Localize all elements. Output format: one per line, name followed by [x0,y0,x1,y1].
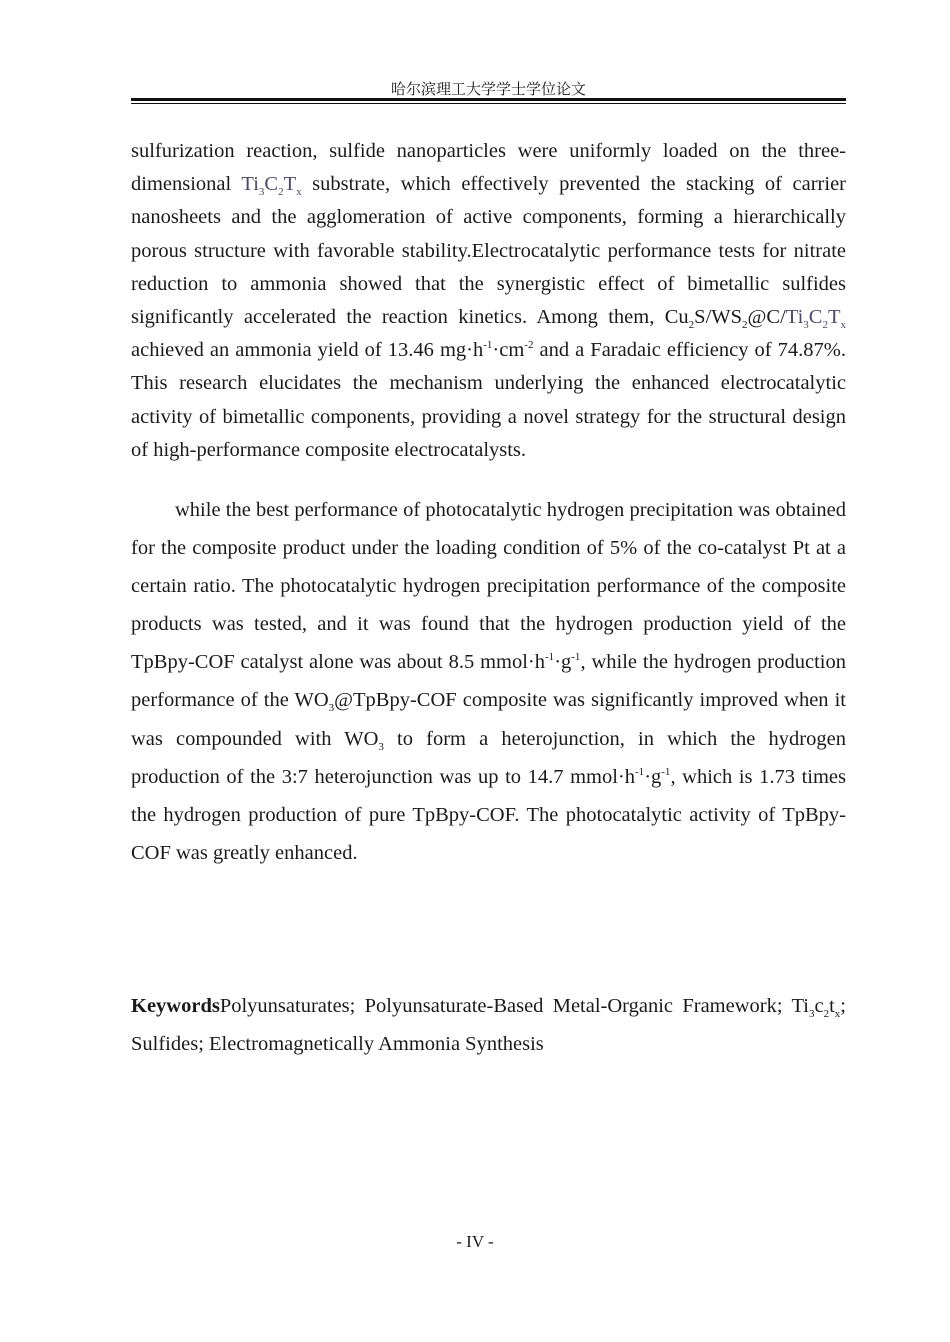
header-rule-thin [131,103,846,104]
page-number: - IV - [456,1232,494,1251]
formula-cu2s-ws2: $Cu_2S/WS_2@C/$ [664,306,786,332]
formula-ti3c2tx: $Ti_3C_2T_x$ [785,306,846,332]
abstract-paragraph-2: while the best performance of photocatalytic hydrogen precipitation was obtained for the composite product under the loading condition of 5% of the co-catalyst Pt at a certain ratio. The photocatalytic hydrogen precipitation performance of the composite products was tested, and it was found that the hydrogen production yield of the TpBpy-COF catalyst alone was about 8.5 $mmol\cdot h^{-1}\cdot g^{-1}$, while the hydrogen production performance of the $WO_3@TpBpy$-COF composite was significantly improved when it was compounded with $WO_3$ to form a heterojunction, in which the hydrogen production of the 3:7 heterojunction was up to 14.7 $mmol\cdot h^{-1}\cdot g^{-1}$, which is 1.73 times the hydrogen production of pure TpBpy-COF. The photocatalytic activity of TpBpy-COF was greatly enhanced. [131,499,847,864]
header-rule-thick [131,98,846,101]
running-header: 哈尔滨理工大学学士学位论文 [390,80,586,98]
abstract-paragraph-1: sulfurization reaction, sulfide nanoparticles were uniformly loaded on the three-dimensional $Ti_3C_2T_x$ substrate, which effectively prevented the stacking of carrier nanosheets and the agglomeration of active components, forming a hierarchically porous structure with favorable stability.Electrocatalytic performance tests for nitrate reduction to ammonia showed that the synergistic effect of bimetallic sulfides significantly accelerated the reaction kinetics. Among them, $Cu_2S/WS_2@C/Ti_3C_2T_x$ achieved an ammonia yield of 13.46 $mg\cdot h^{-1}\cdot cm^{-2}$ and a Faradaic efficiency of 74.87%. This research elucidates the mechanism underlying the enhanced electrocatalytic activity of bimetallic components, providing a novel strategy for the structural design of high-performance composite electrocatalysts. [131,140,847,461]
keywords-label: Keywords [131,995,220,1017]
formula-ti3c2tx: $Ti_3C_2T_x$ [241,173,302,199]
keywords-line: KeywordsPolyunsaturates; Polyunsaturate-Based Metal-Organic Framework; $Ti_3c_2t_x$; Sulfides; Electromagnetically Ammonia Synthesis [131,995,846,1055]
